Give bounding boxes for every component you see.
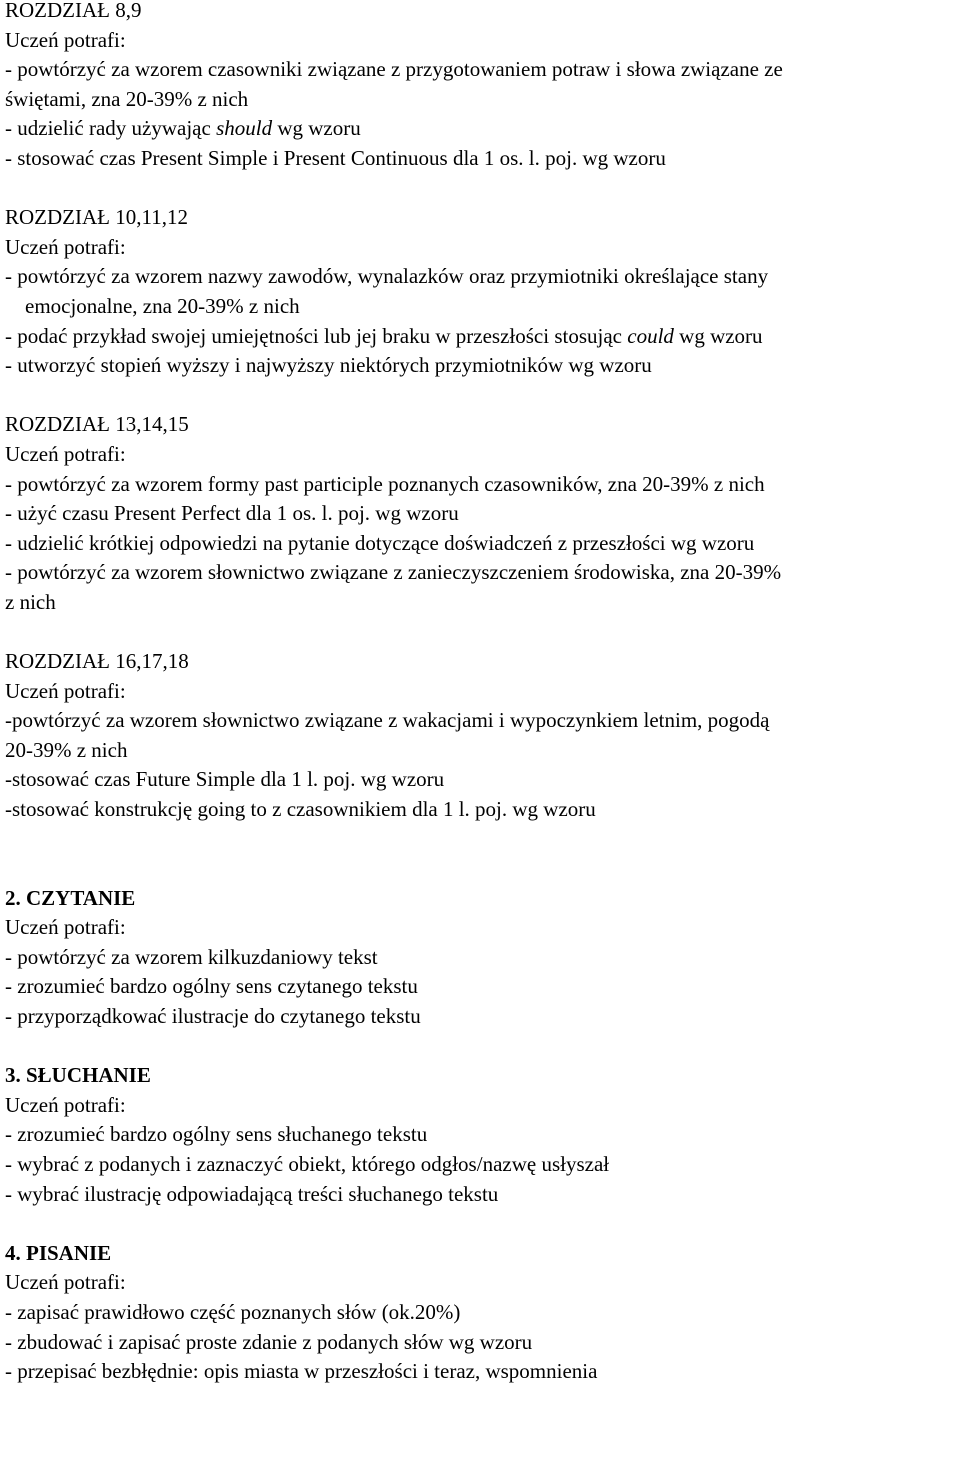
list-item: - wybrać z podanych i zaznaczyć obiekt, którego odgłos/nazwę usłyszał [5, 1151, 610, 1176]
chapter-heading-10-12: ROZDZIAŁ 10,11,12 [5, 205, 188, 230]
student-can-label: Uczeń potrafi: [5, 678, 126, 703]
list-item: -stosować czas Future Simple dla 1 l. poj. wg wzoru [5, 767, 445, 792]
chapter-heading-8-9: ROZDZIAŁ 8,9 [5, 0, 142, 22]
italic-term: could [627, 323, 674, 348]
section-heading-reading: 2. CZYTANIE [5, 885, 136, 910]
list-item-text: wg wzoru [673, 323, 763, 348]
italic-term: should [216, 116, 273, 141]
list-item-text: - podać przykład swojej umiejętności lub jej braku w przeszłości stosując [5, 323, 628, 348]
list-item: - powtórzyć za wzorem nazwy zawodów, wynalazków oraz przymiotniki określające stany [5, 264, 769, 289]
list-item: -powtórzyć za wzorem słownictwo związane z wakacjami i wypoczynkiem letnim, pogodą [5, 708, 770, 733]
student-can-label: Uczeń potrafi: [5, 915, 126, 940]
student-can-label: Uczeń potrafi: [5, 441, 126, 466]
list-item [5, 114, 960, 144]
chapter-heading-13-15: ROZDZIAŁ 13,14,15 [5, 412, 189, 437]
list-item: - zbudować i zapisać proste zdanie z podanych słów wg wzoru [5, 1329, 533, 1354]
list-item: - przepisać bezbłędnie: opis miasta w przeszłości i teraz, wspomnienia [5, 1359, 598, 1384]
list-item-continuation: świętami, zna 20-39% z nich [5, 86, 249, 111]
student-can-label: Uczeń potrafi: [5, 1092, 126, 1117]
list-item: - powtórzyć za wzorem formy past participle poznanych czasowników, zna 20-39% z nich [5, 471, 765, 496]
list-item: - wybrać ilustrację odpowiadającą treści słuchanego tekstu [5, 1181, 499, 1206]
list-item-text: wg wzoru [272, 116, 361, 141]
chapter-heading-16-18: ROZDZIAŁ 16,17,18 [5, 649, 189, 674]
student-can-label: Uczeń potrafi: [5, 234, 126, 259]
list-item: -stosować konstrukcję going to z czasownikiem dla 1 l. poj. wg wzoru [5, 797, 596, 822]
list-item: - przyporządkować ilustracje do czytanego tekstu [5, 1004, 421, 1028]
list-item [5, 322, 960, 352]
list-item: - powtórzyć za wzorem czasowniki związane z przygotowaniem potraw i słowa związane ze [5, 57, 783, 82]
list-item-text: - udzielić rady używając [5, 116, 217, 141]
list-item: - użyć czasu Present Perfect dla 1 os. l. poj. wg wzoru [5, 501, 459, 526]
list-item: - zrozumieć bardzo ogólny sens czytanego tekstu [5, 974, 418, 999]
list-item: - powtórzyć za wzorem słownictwo związane z zanieczyszczeniem środowiska, zna 20-39% [5, 560, 782, 585]
list-item: - zapisać prawidłowo część poznanych słów (ok.20%) [5, 1299, 461, 1324]
list-item: - zrozumieć bardzo ogólny sens słuchanego tekstu [5, 1122, 428, 1147]
list-item-continuation: 20-39% z nich [5, 737, 128, 762]
list-item: - utworzyć stopień wyższy i najwyższy niektórych przymiotników wg wzoru [5, 353, 652, 378]
student-can-label: Uczeń potrafi: [5, 1270, 126, 1295]
list-item: - powtórzyć za wzorem kilkuzdaniowy tekst [5, 944, 378, 969]
list-item: - udzielić krótkiej odpowiedzi na pytanie dotyczące doświadczeń z przeszłości wg wzoru [5, 530, 755, 555]
section-heading-writing: 4. PISANIE [5, 1240, 112, 1265]
list-item-continuation: z nich [5, 589, 56, 614]
section-heading-listening: 3. SŁUCHANIE [5, 1063, 151, 1088]
list-item-continuation: emocjonalne, zna 20-39% z nich [25, 293, 300, 318]
student-can-label: Uczeń potrafi: [5, 27, 126, 52]
list-item: - stosować czas Present Simple i Present Continuous dla 1 os. l. poj. wg wzoru [5, 145, 666, 170]
